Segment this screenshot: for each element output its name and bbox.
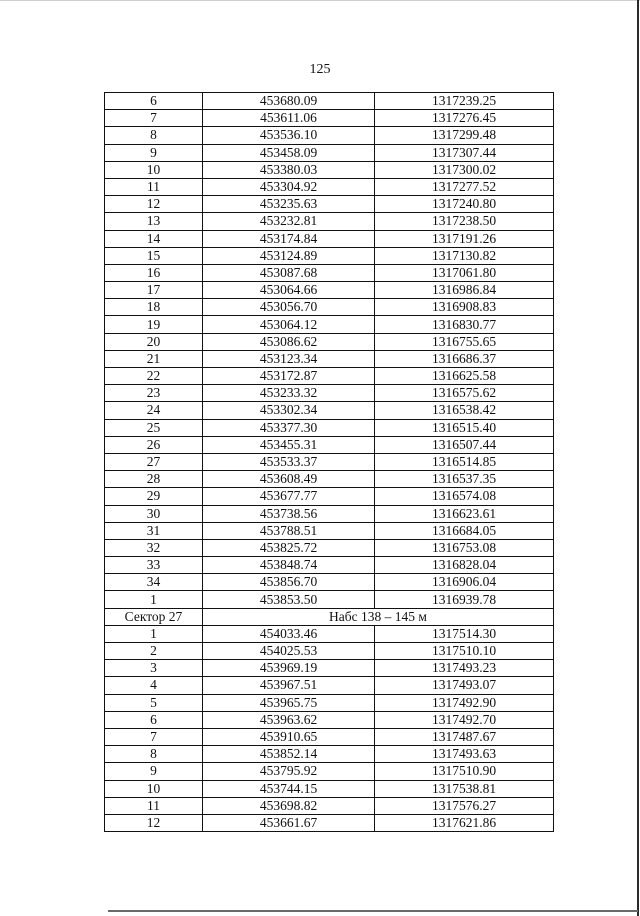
point-number-cell: 6 (105, 93, 203, 110)
table-row (105, 522, 554, 539)
x-coordinate-cell: 453455.31 (203, 436, 375, 453)
y-coordinate-cell: 1316623.61 (375, 505, 554, 522)
y-coordinate-cell: 1317493.63 (375, 746, 554, 763)
x-coordinate-cell: 453064.66 (203, 282, 375, 299)
table-row (105, 213, 554, 230)
table-row (105, 728, 554, 745)
y-coordinate-cell: 1317487.67 (375, 728, 554, 745)
y-coordinate-cell: 1316514.85 (375, 453, 554, 470)
table-row (105, 505, 554, 522)
point-number-cell: 5 (105, 694, 203, 711)
x-coordinate-cell: 453856.70 (203, 574, 375, 591)
y-coordinate-cell: 1316574.08 (375, 488, 554, 505)
point-number-cell: 33 (105, 557, 203, 574)
x-coordinate-cell: 453788.51 (203, 522, 375, 539)
point-number-cell: 14 (105, 230, 203, 247)
y-coordinate-cell: 1317576.27 (375, 797, 554, 814)
table-row (105, 625, 554, 642)
point-number-cell: 12 (105, 196, 203, 213)
point-number-cell: 8 (105, 746, 203, 763)
y-coordinate-cell: 1316753.08 (375, 539, 554, 556)
point-number-cell: 27 (105, 453, 203, 470)
page-number: 125 (309, 62, 331, 77)
y-coordinate-cell: 1316515.40 (375, 419, 554, 436)
point-number-cell: 21 (105, 350, 203, 367)
point-number-cell: 29 (105, 488, 203, 505)
table-row (105, 144, 554, 161)
y-coordinate-cell: 1316684.05 (375, 522, 554, 539)
y-coordinate-cell: 1317621.86 (375, 814, 554, 831)
x-coordinate-cell: 453233.32 (203, 385, 375, 402)
y-coordinate-cell: 1316906.04 (375, 574, 554, 591)
y-coordinate-cell: 1316908.83 (375, 299, 554, 316)
y-coordinate-cell: 1317510.90 (375, 763, 554, 780)
x-coordinate-cell: 453795.92 (203, 763, 375, 780)
table-row (105, 110, 554, 127)
table-row (105, 93, 554, 110)
table-row (105, 763, 554, 780)
table-row (105, 591, 554, 608)
table-row (105, 557, 554, 574)
x-coordinate-cell: 453232.81 (203, 213, 375, 230)
table-row (105, 574, 554, 591)
y-coordinate-cell: 1316575.62 (375, 385, 554, 402)
y-coordinate-cell: 1317493.07 (375, 677, 554, 694)
point-number-cell: 25 (105, 419, 203, 436)
scan-edge-top (0, 0, 640, 1)
point-number-cell: 10 (105, 161, 203, 178)
point-number-cell: 26 (105, 436, 203, 453)
table-row (105, 453, 554, 470)
x-coordinate-cell: 453965.75 (203, 694, 375, 711)
x-coordinate-cell: 453302.34 (203, 402, 375, 419)
x-coordinate-cell: 453458.09 (203, 144, 375, 161)
table-row (105, 333, 554, 350)
x-coordinate-cell: 453123.34 (203, 350, 375, 367)
point-number-cell: 20 (105, 333, 203, 350)
y-coordinate-cell: 1317300.02 (375, 161, 554, 178)
x-coordinate-cell: 453086.62 (203, 333, 375, 350)
coordinates-table (104, 92, 554, 832)
point-number-cell: 30 (105, 505, 203, 522)
point-number-cell: 18 (105, 299, 203, 316)
y-coordinate-cell: 1317299.48 (375, 127, 554, 144)
table-row (105, 299, 554, 316)
table-row (105, 247, 554, 264)
x-coordinate-cell: 453967.51 (203, 677, 375, 694)
table-row (105, 660, 554, 677)
x-coordinate-cell: 453680.09 (203, 93, 375, 110)
x-coordinate-cell: 453380.03 (203, 161, 375, 178)
point-number-cell: 22 (105, 368, 203, 385)
y-coordinate-cell: 1317307.44 (375, 144, 554, 161)
x-coordinate-cell: 453848.74 (203, 557, 375, 574)
scan-edge-bottom (108, 910, 638, 912)
y-coordinate-cell: 1317538.81 (375, 780, 554, 797)
table-row (105, 780, 554, 797)
point-number-cell: 13 (105, 213, 203, 230)
y-coordinate-cell: 1316755.65 (375, 333, 554, 350)
y-coordinate-cell: 1317493.23 (375, 660, 554, 677)
y-coordinate-cell: 1317061.80 (375, 264, 554, 281)
y-coordinate-cell: 1317276.45 (375, 110, 554, 127)
point-number-cell: 12 (105, 814, 203, 831)
point-number-cell: 9 (105, 763, 203, 780)
x-coordinate-cell: 453056.70 (203, 299, 375, 316)
table-row (105, 539, 554, 556)
x-coordinate-cell: 453852.14 (203, 746, 375, 763)
point-number-cell: 3 (105, 660, 203, 677)
point-number-cell: 11 (105, 797, 203, 814)
point-number-cell: 7 (105, 728, 203, 745)
point-number-cell: 11 (105, 178, 203, 195)
point-number-cell: 31 (105, 522, 203, 539)
table-row (105, 694, 554, 711)
table-row (105, 814, 554, 831)
x-coordinate-cell: 453910.65 (203, 728, 375, 745)
point-number-cell: 16 (105, 264, 203, 281)
x-coordinate-cell: 453304.92 (203, 178, 375, 195)
sector-height-range: Набс 138 – 145 м (203, 608, 554, 625)
y-coordinate-cell: 1317492.70 (375, 711, 554, 728)
y-coordinate-cell: 1317277.52 (375, 178, 554, 195)
x-coordinate-cell: 453608.49 (203, 471, 375, 488)
table-row (105, 711, 554, 728)
y-coordinate-cell: 1317191.26 (375, 230, 554, 247)
table-row (105, 677, 554, 694)
x-coordinate-cell: 453064.12 (203, 316, 375, 333)
sector-label: Сектор 27 (105, 608, 203, 625)
y-coordinate-cell: 1317239.25 (375, 93, 554, 110)
point-number-cell: 4 (105, 677, 203, 694)
table-row (105, 178, 554, 195)
sector-header-row (105, 608, 554, 625)
x-coordinate-cell: 453963.62 (203, 711, 375, 728)
x-coordinate-cell: 453611.06 (203, 110, 375, 127)
x-coordinate-cell: 453698.82 (203, 797, 375, 814)
point-number-cell: 28 (105, 471, 203, 488)
y-coordinate-cell: 1316686.37 (375, 350, 554, 367)
table-row (105, 161, 554, 178)
y-coordinate-cell: 1317510.10 (375, 643, 554, 660)
point-number-cell: 1 (105, 625, 203, 642)
x-coordinate-cell: 453377.30 (203, 419, 375, 436)
table-row (105, 419, 554, 436)
point-number-cell: 8 (105, 127, 203, 144)
table-row (105, 436, 554, 453)
x-coordinate-cell: 454033.46 (203, 625, 375, 642)
scan-edge-right (637, 0, 639, 916)
x-coordinate-cell: 453235.63 (203, 196, 375, 213)
point-number-cell: 1 (105, 591, 203, 608)
table-row (105, 230, 554, 247)
point-number-cell: 34 (105, 574, 203, 591)
x-coordinate-cell: 453087.68 (203, 264, 375, 281)
x-coordinate-cell: 453536.10 (203, 127, 375, 144)
x-coordinate-cell: 454025.53 (203, 643, 375, 660)
x-coordinate-cell: 453738.56 (203, 505, 375, 522)
x-coordinate-cell: 453661.67 (203, 814, 375, 831)
y-coordinate-cell: 1317492.90 (375, 694, 554, 711)
y-coordinate-cell: 1316939.78 (375, 591, 554, 608)
table-row (105, 127, 554, 144)
point-number-cell: 17 (105, 282, 203, 299)
table-row (105, 368, 554, 385)
table-row (105, 488, 554, 505)
x-coordinate-cell: 453174.84 (203, 230, 375, 247)
point-number-cell: 7 (105, 110, 203, 127)
x-coordinate-cell: 453853.50 (203, 591, 375, 608)
x-coordinate-cell: 453124.89 (203, 247, 375, 264)
x-coordinate-cell: 453825.72 (203, 539, 375, 556)
point-number-cell: 9 (105, 144, 203, 161)
x-coordinate-cell: 453969.19 (203, 660, 375, 677)
x-coordinate-cell: 453172.87 (203, 368, 375, 385)
y-coordinate-cell: 1316986.84 (375, 282, 554, 299)
point-number-cell: 10 (105, 780, 203, 797)
table-row (105, 797, 554, 814)
y-coordinate-cell: 1316538.42 (375, 402, 554, 419)
y-coordinate-cell: 1317514.30 (375, 625, 554, 642)
point-number-cell: 32 (105, 539, 203, 556)
point-number-cell: 15 (105, 247, 203, 264)
table-row (105, 643, 554, 660)
y-coordinate-cell: 1316830.77 (375, 316, 554, 333)
y-coordinate-cell: 1317240.80 (375, 196, 554, 213)
y-coordinate-cell: 1317238.50 (375, 213, 554, 230)
y-coordinate-cell: 1316537.35 (375, 471, 554, 488)
table-row (105, 264, 554, 281)
y-coordinate-cell: 1317130.82 (375, 247, 554, 264)
table-row (105, 402, 554, 419)
point-number-cell: 24 (105, 402, 203, 419)
point-number-cell: 6 (105, 711, 203, 728)
y-coordinate-cell: 1316828.04 (375, 557, 554, 574)
y-coordinate-cell: 1316625.58 (375, 368, 554, 385)
table-row (105, 385, 554, 402)
point-number-cell: 23 (105, 385, 203, 402)
point-number-cell: 2 (105, 643, 203, 660)
point-number-cell: 19 (105, 316, 203, 333)
table-row (105, 350, 554, 367)
x-coordinate-cell: 453677.77 (203, 488, 375, 505)
coordinates-table-body (105, 93, 554, 832)
table-row (105, 282, 554, 299)
table-row (105, 746, 554, 763)
table-row (105, 471, 554, 488)
y-coordinate-cell: 1316507.44 (375, 436, 554, 453)
x-coordinate-cell: 453533.37 (203, 453, 375, 470)
table-row (105, 196, 554, 213)
table-row (105, 316, 554, 333)
x-coordinate-cell: 453744.15 (203, 780, 375, 797)
